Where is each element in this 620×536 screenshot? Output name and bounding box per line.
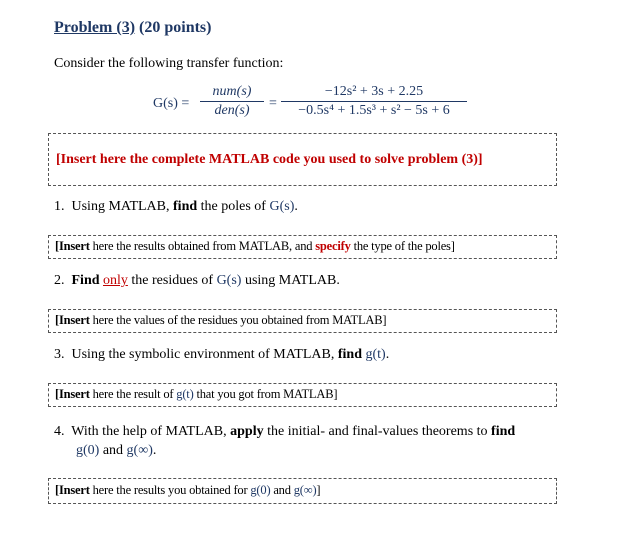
denominator-polynomial: −0.5s⁴ + 1.5s³ + s² − 5s + 6	[298, 103, 450, 118]
q3-text: Using the symbolic environment of MATLAB,	[71, 347, 338, 362]
box4-math-1: g(0)	[250, 483, 271, 497]
answer-box-2[interactable]	[48, 309, 557, 333]
question-number: 1.	[54, 199, 65, 214]
specify-word: specify	[315, 239, 351, 253]
q3-math: g(t)	[365, 347, 386, 362]
q4-end: .	[152, 443, 157, 458]
question-number: 2.	[54, 273, 65, 288]
q4-and: and	[99, 443, 127, 458]
answer-box-2-placeholder	[55, 313, 386, 328]
answer-box-1[interactable]	[48, 235, 557, 259]
q4-math-2: g(∞)	[126, 443, 153, 458]
equation-lhs: G(s) =	[153, 96, 190, 111]
insert-label: [Insert	[55, 483, 90, 497]
question-2	[54, 273, 340, 289]
box3-text: here the result of	[89, 387, 177, 401]
box2-text: here the values of the residues you obtained from MATLAB]	[89, 313, 387, 327]
question-number: 4.	[54, 424, 65, 439]
q4-text-2: the initial- and final-values theorems to	[263, 424, 492, 439]
q4-bold-apply: apply	[230, 424, 264, 439]
box4-math-2: g(∞)	[293, 483, 317, 497]
q1-text: Using MATLAB,	[71, 199, 174, 214]
q2-end: using MATLAB.	[241, 273, 340, 288]
answer-box-3-placeholder	[55, 387, 337, 402]
box1-text: here the results obtained from MATLAB, and	[89, 239, 316, 253]
box4-end: ]	[316, 483, 321, 497]
numerator-polynomial: −12s² + 3s + 2.25	[281, 84, 467, 102]
intro-text: Consider the following transfer function:	[54, 56, 284, 71]
answer-box-3[interactable]	[48, 383, 557, 407]
insert-label: [Insert	[55, 387, 90, 401]
q3-bold: find	[337, 347, 362, 362]
q2-math: G(s)	[216, 273, 242, 288]
question-1	[54, 199, 298, 215]
insert-label: [Insert	[55, 239, 90, 253]
q4-math-1: g(0)	[76, 443, 100, 458]
q4-bold-find: find	[491, 424, 516, 439]
box4-text: here the results you obtained for	[89, 483, 251, 497]
q1-math: G(s)	[269, 199, 295, 214]
q1-text-2: the poles of	[197, 199, 270, 214]
answer-box-1-placeholder	[55, 239, 455, 254]
q3-end: .	[385, 347, 390, 362]
question-4	[54, 424, 554, 440]
insert-label: [Insert	[55, 313, 90, 327]
q1-end: .	[294, 199, 298, 214]
problem-points: (20 points)	[135, 19, 212, 36]
q1-bold: find	[173, 199, 198, 214]
code-answer-box[interactable]	[48, 133, 557, 186]
question-number: 3.	[54, 347, 65, 362]
code-answer-placeholder: [Insert here the complete MATLAB code you used to solve problem (3)]	[56, 152, 483, 167]
den-label: den(s)	[214, 103, 250, 118]
q2-bold: Find	[71, 273, 100, 288]
problem-title	[54, 19, 211, 37]
answer-box-4[interactable]	[48, 478, 557, 504]
polynomial-fraction	[281, 84, 467, 119]
problem-number: Problem (3)	[54, 19, 136, 36]
transfer-function-equation	[153, 84, 463, 124]
box3-end: that you got from MATLAB]	[193, 387, 338, 401]
equals-sign: =	[269, 96, 277, 111]
answer-box-4-placeholder	[55, 483, 320, 498]
q2-text: the residues of	[127, 273, 217, 288]
question-4-line-2	[76, 443, 156, 459]
q4-text: With the help of MATLAB,	[71, 424, 231, 439]
box4-and: and	[270, 483, 294, 497]
symbolic-fraction	[200, 84, 264, 119]
box3-math: g(t)	[176, 387, 194, 401]
only-word: only	[103, 273, 128, 288]
question-3	[54, 347, 389, 363]
box1-end: the type of the poles]	[350, 239, 455, 253]
num-label: num(s)	[200, 84, 264, 102]
